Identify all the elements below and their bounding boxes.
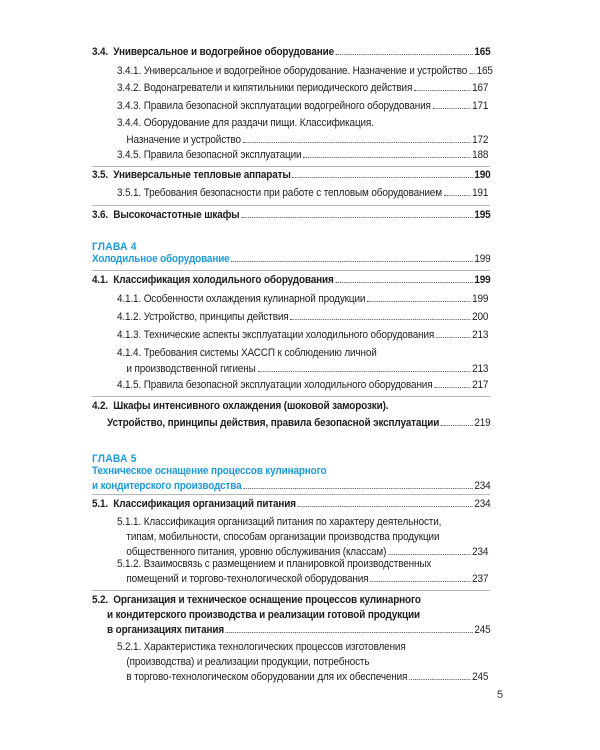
entry-title-line: Шкафы интенсивного охлаждения (шоковой заморозки).: [113, 400, 389, 412]
entry-title: Технические аспекты эксплуатации холодильного оборудования: [143, 329, 435, 341]
dot-leader: [241, 208, 472, 218]
entry-title-line: в организациях питания: [107, 624, 225, 636]
dot-leader: [414, 81, 470, 91]
divider: [92, 270, 490, 271]
entry-number: 3.5.1.: [117, 187, 142, 199]
dot-leader: [469, 64, 475, 74]
entry-title: Классификация организаций питания: [113, 498, 296, 510]
toc-entry-5-1-1: [117, 515, 492, 560]
toc-entry-4-1: [92, 273, 491, 288]
dot-leader: [336, 45, 473, 55]
entry-number: 3.4.1.: [117, 65, 142, 77]
entry-number: 5.1.: [92, 498, 109, 510]
divider: [92, 166, 490, 167]
chapter-5-label: ГЛАВА 5: [92, 453, 137, 465]
dot-leader: [441, 416, 472, 426]
entry-number: 5.2.: [92, 594, 109, 606]
entry-number: 3.5.: [92, 169, 109, 181]
entry-title-line: и кондитерского производства и реализации готовой продукции: [107, 609, 420, 621]
chapter-4-title: Холодильное оборудование: [92, 253, 230, 265]
entry-title: Требования безопасности при работе с тепловым оборудованием: [143, 187, 442, 199]
dot-leader: [409, 670, 470, 680]
entry-number: 5.1.2.: [117, 558, 142, 570]
toc-entry-4-1-5: [117, 378, 492, 393]
toc-entry-4-1-2: [117, 310, 492, 325]
entry-page: 200: [472, 311, 489, 323]
entry-title-line: и производственной гигиены: [126, 363, 256, 375]
entry-page: 217: [472, 379, 489, 391]
entry-number: 4.1.3.: [117, 329, 142, 341]
entry-page: 234: [472, 546, 489, 558]
entry-number: 4.1.: [92, 274, 109, 286]
entry-title: Классификация холодильного оборудования: [113, 274, 334, 286]
divider: [92, 396, 490, 397]
entry-page: 245: [474, 624, 491, 636]
entry-page: 165: [474, 46, 491, 58]
dot-leader: [336, 273, 473, 283]
entry-title: Правила безопасной эксплуатации водогрейного оборудования: [143, 100, 431, 112]
entry-page: 213: [472, 329, 489, 341]
toc-entry-3-4-3: [117, 99, 492, 114]
toc-entry-4-1-4: [117, 346, 492, 377]
entry-number: 3.4.3.: [117, 100, 142, 112]
dot-leader: [226, 623, 473, 633]
entry-page: 167: [472, 82, 489, 94]
dot-leader: [444, 186, 470, 196]
chapter-5-title-line: Техническое оснащение процессов кулинарного: [92, 465, 327, 477]
entry-page: 219: [474, 417, 491, 429]
entry-page: 190: [474, 169, 491, 181]
divider: [92, 494, 490, 495]
entry-number: 5.2.1.: [117, 641, 142, 653]
entry-page: 188: [472, 149, 489, 161]
entry-title-line: помещений и торгово-технологической оборудования: [126, 573, 369, 585]
toc-entry-3-4-2: [117, 81, 492, 96]
dot-leader: [298, 497, 473, 507]
entry-title-line: Характеристика технологических процессов изготовления: [143, 641, 406, 653]
dot-leader: [434, 378, 470, 388]
entry-page: 195: [474, 209, 491, 221]
toc-entry-5-2: [92, 593, 491, 638]
entry-page: 171: [472, 100, 489, 112]
entry-page: 234: [474, 480, 491, 492]
entry-title-line: Классификация организаций питания по характеру деятельности,: [143, 516, 442, 528]
entry-page: 199: [472, 293, 489, 305]
entry-page: 237: [472, 573, 489, 585]
entry-page: 245: [472, 671, 489, 683]
entry-title-line: Организация и техническое оснащение процессов кулинарного: [113, 594, 421, 606]
entry-title: Универсальное и водогрейное оборудование. Назначение и устройство: [143, 65, 468, 77]
toc-entry-3-4: [92, 45, 491, 60]
divider: [92, 590, 490, 591]
entry-title-line: Устройство, принципы действия, правила безопасной эксплуатации: [107, 417, 440, 429]
entry-number: 5.1.1.: [117, 516, 142, 528]
entry-number: 3.4.5.: [117, 149, 142, 161]
entry-number: 4.1.4.: [117, 347, 142, 359]
chapter-5-heading: [92, 464, 491, 494]
entry-number: 4.1.2.: [117, 311, 142, 323]
chapter-5-title-line: и кондитерского производства: [92, 480, 242, 492]
entry-title-line: Взаимосвязь с размещением и планировкой производственных: [143, 558, 432, 570]
dot-leader: [367, 292, 470, 302]
chapter-4-heading: [92, 252, 491, 267]
dot-leader: [433, 99, 471, 109]
entry-title-line: Требования системы ХАССП к соблюдению личной: [143, 347, 377, 359]
dot-leader: [370, 572, 470, 582]
entry-title: Универсальное и водогрейное оборудование: [113, 46, 334, 58]
divider: [92, 205, 490, 206]
entry-number: 4.1.5.: [117, 379, 142, 391]
entry-title-line: Оборудование для раздачи пищи. Классификация.: [143, 117, 374, 129]
dot-leader: [290, 310, 470, 320]
entry-title-line: Назначение и устройство: [126, 134, 241, 146]
toc-entry-3-4-4: [117, 116, 492, 148]
entry-number: 4.2.: [92, 400, 109, 412]
dot-leader: [436, 328, 470, 338]
entry-title-line: в торгово-технологическом оборудовании для их обеспечения: [126, 671, 408, 683]
entry-title: Особенности охлаждения кулинарной продукции: [143, 293, 366, 305]
toc-entry-4-1-1: [117, 292, 492, 307]
dot-leader: [243, 479, 472, 489]
entry-title: Правила безопасной эксплуатации: [143, 149, 302, 161]
toc-entry-3-4-5: [117, 148, 492, 163]
entry-number: 3.4.4.: [117, 117, 142, 129]
toc-entry-4-2: [92, 399, 491, 431]
entry-page: 199: [474, 253, 491, 265]
toc-entry-5-2-1: [117, 640, 492, 685]
entry-title: Водонагреватели и кипятильники периодического действия: [143, 82, 413, 94]
dot-leader: [388, 545, 470, 555]
entry-page: 213: [472, 363, 489, 375]
entry-title: Высокочастотные шкафы: [113, 209, 240, 221]
entry-page: 199: [474, 274, 491, 286]
entry-title: Универсальные тепловые аппараты: [113, 169, 291, 181]
entry-number: 3.6.: [92, 209, 109, 221]
entry-number: 3.4.2.: [117, 82, 142, 94]
entry-page: 172: [472, 134, 489, 146]
entry-title-line: общественного питания, уровню обслуживания (классам): [126, 546, 387, 558]
dot-leader: [303, 148, 470, 158]
entry-number: 4.1.1.: [117, 293, 142, 305]
toc-entry-3-6: [92, 208, 491, 223]
toc-entry-3-5: [92, 168, 491, 183]
toc-entry-5-1: [92, 497, 491, 512]
entry-title: Правила безопасной эксплуатации холодильного оборудования: [143, 379, 433, 391]
toc-entry-3-4-1: [117, 64, 492, 79]
dot-leader: [258, 362, 471, 372]
dot-leader: [293, 168, 473, 178]
entry-page: 191: [472, 187, 489, 199]
chapter-4-label: ГЛАВА 4: [92, 241, 137, 253]
entry-title-line: типам, мобильности, способам организации производства продукции: [126, 531, 440, 543]
entry-title: Устройство, принципы действия: [143, 311, 289, 323]
toc-entry-4-1-3: [117, 328, 492, 343]
page-number: 5: [497, 689, 504, 701]
dot-leader: [243, 133, 470, 143]
entry-number: 3.4.: [92, 46, 109, 58]
entry-page: 165: [476, 65, 493, 77]
entry-title-line: (производства) и реализации продукции, потребность: [126, 656, 370, 668]
toc-entry-3-5-1: [117, 186, 492, 201]
toc-entry-5-1-2: [117, 557, 492, 587]
dot-leader: [231, 252, 472, 262]
entry-page: 234: [474, 498, 491, 510]
